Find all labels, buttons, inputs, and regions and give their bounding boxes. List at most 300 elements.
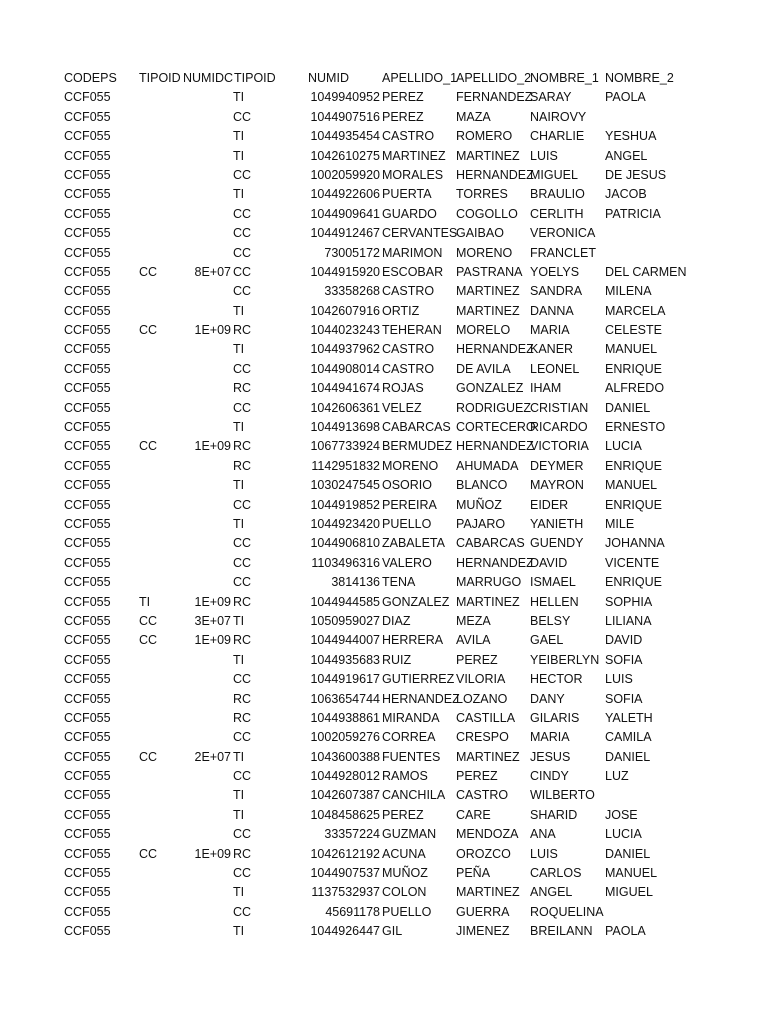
cell-tipoid-2: TI [233,749,245,764]
table-row [0,360,768,379]
cell-apellido-2: CRESPO [456,730,509,745]
cell-nombre-2: ERNESTO [605,420,666,435]
cell-nombre-2: SOPHIA [605,594,653,609]
table-row [0,748,768,767]
cell-apellido-2: ROMERO [456,129,513,144]
table-row [0,883,768,902]
header-tipoid: TIPOID [139,71,181,85]
cell-numid: 73005172 [324,245,380,260]
cell-apellido-1: MARTINEZ [382,148,446,163]
cell-tipoid-2: CC [233,245,252,260]
cell-nombre-1: MARIA [530,323,570,338]
table-row [0,127,768,146]
cell-tipoid: CC [139,846,158,861]
cell-apellido-2: AVILA [456,633,491,648]
cell-apellido-1: RUIZ [382,652,412,667]
cell-nombre-1: DANNA [530,303,574,318]
cell-nombre-1: BELSY [530,613,571,628]
cell-numidc: 1E+09 [194,439,231,454]
cell-apellido-1: PEREZ [382,90,424,105]
cell-codeps: CCF055 [64,555,111,570]
cell-nombre-1: DANY [530,691,565,706]
cell-numid: 1042610275 [310,148,380,163]
cell-codeps: CCF055 [64,885,111,900]
cell-codeps: CCF055 [64,264,111,279]
cell-tipoid: CC [139,613,158,628]
cell-apellido-1: VALERO [382,555,432,570]
table-row [0,709,768,728]
cell-tipoid-2: CC [233,206,252,221]
cell-nombre-2: ANGEL [605,148,648,163]
cell-nombre-1: FRANCLET [530,245,596,260]
cell-nombre-2: JOHANNA [605,536,665,551]
cell-codeps: CCF055 [64,846,111,861]
cell-nombre-1: BRAULIO [530,187,585,202]
cell-numid: 1030247545 [310,478,380,493]
cell-nombre-2: PAOLA [605,924,646,939]
header-numidc: NUMIDC [183,71,233,85]
cell-nombre-2: MILE [605,516,635,531]
cell-tipoid-2: TI [233,652,245,667]
cell-apellido-2: PASTRANA [456,264,523,279]
cell-apellido-2: MORELO [456,323,511,338]
cell-nombre-1: SHARID [530,807,578,822]
header-apellido-1: APELLIDO_1 [382,71,458,85]
table-row [0,244,768,263]
cell-numid: 1044909641 [310,206,380,221]
cell-apellido-2: OROZCO [456,846,511,861]
table-row [0,554,768,573]
cell-tipoid-2: TI [233,420,245,435]
table-row [0,437,768,456]
cell-codeps: CCF055 [64,400,111,415]
cell-apellido-1: FUENTES [382,749,441,764]
cell-codeps: CCF055 [64,672,111,687]
cell-nombre-2: SOFIA [605,691,643,706]
cell-tipoid: CC [139,749,158,764]
cell-apellido-1: ROJAS [382,381,424,396]
cell-apellido-2: HERNANDEZ [456,555,534,570]
cell-apellido-1: CERVANTES [382,226,458,241]
cell-numid: 1044935683 [310,652,380,667]
cell-numid: 1137532937 [311,885,380,900]
cell-nombre-1: ANGEL [530,885,573,900]
cell-codeps: CCF055 [64,710,111,725]
table-row [0,108,768,127]
cell-apellido-1: GUZMAN [382,827,437,842]
cell-nombre-1: NAIROVY [530,109,587,124]
cell-nombre-1: JESUS [530,749,571,764]
cell-nombre-2: ALFREDO [605,381,665,396]
cell-codeps: CCF055 [64,458,111,473]
cell-numidc: 1E+09 [194,594,231,609]
cell-apellido-2: DE AVILA [456,361,511,376]
cell-apellido-1: MORENO [382,458,439,473]
cell-nombre-1: CRISTIAN [530,400,589,415]
cell-numid: 1050959027 [310,613,380,628]
cell-codeps: CCF055 [64,866,111,881]
cell-codeps: CCF055 [64,769,111,784]
cell-codeps: CCF055 [64,497,111,512]
cell-tipoid-2: CC [233,536,252,551]
cell-codeps: CCF055 [64,129,111,144]
cell-codeps: CCF055 [64,924,111,939]
cell-nombre-2: ENRIQUE [605,497,662,512]
cell-nombre-1: GAEL [530,633,564,648]
cell-numidc: 2E+07 [194,749,231,764]
cell-nombre-2: JACOB [605,187,647,202]
cell-codeps: CCF055 [64,439,111,454]
cell-codeps: CCF055 [64,187,111,202]
cell-apellido-2: HERNANDEZ [456,167,534,182]
cell-nombre-2: LUCIA [605,439,642,454]
cell-codeps: CCF055 [64,478,111,493]
cell-apellido-1: TENA [382,575,416,590]
cell-nombre-1: WILBERTO [530,788,595,803]
cell-nombre-1: CERLITH [530,206,584,221]
cell-nombre-1: VERONICA [530,226,596,241]
table-row [0,496,768,515]
cell-apellido-1: TEHERAN [382,323,442,338]
table-row [0,593,768,612]
table-row [0,399,768,418]
cell-apellido-2: MUÑOZ [456,497,502,512]
table-row [0,573,768,592]
table-row [0,515,768,534]
cell-nombre-1: SARAY [530,90,572,105]
cell-tipoid-2: CC [233,730,252,745]
cell-tipoid-2: CC [233,109,252,124]
cell-codeps: CCF055 [64,594,111,609]
table-row [0,476,768,495]
cell-apellido-2: BLANCO [456,478,508,493]
header-row [0,69,768,88]
cell-numid: 1044937962 [310,342,380,357]
cell-apellido-2: MARTINEZ [456,303,520,318]
cell-tipoid-2: CC [233,769,252,784]
cell-tipoid: CC [139,323,158,338]
header-numid: NUMID [308,71,349,85]
cell-apellido-2: AHUMADA [456,458,519,473]
cell-numid: 1048458625 [310,807,380,822]
cell-nombre-2: PATRICIA [605,206,661,221]
cell-nombre-2: SOFIA [605,652,643,667]
cell-apellido-1: CORREA [382,730,436,745]
cell-apellido-2: GUERRA [456,904,510,919]
cell-apellido-2: HERNANDEZ [456,342,534,357]
cell-nombre-2: MIGUEL [605,885,653,900]
cell-apellido-1: GUTIERREZ [382,672,455,687]
cell-numid: 1044907537 [310,866,380,881]
cell-apellido-2: MEZA [456,613,491,628]
cell-codeps: CCF055 [64,109,111,124]
cell-nombre-2: CELESTE [605,323,662,338]
cell-nombre-1: LUIS [530,846,558,861]
cell-tipoid-2: RC [233,439,252,454]
cell-apellido-2: MARTINEZ [456,148,520,163]
cell-nombre-2: MARCELA [605,303,666,318]
cell-apellido-1: DIAZ [382,613,411,628]
cell-nombre-1: GUENDY [530,536,584,551]
cell-apellido-1: HERNANDEZ [382,691,460,706]
cell-numid: 33358268 [324,284,380,299]
cell-codeps: CCF055 [64,167,111,182]
cell-tipoid-2: CC [233,672,252,687]
cell-nombre-1: LEONEL [530,361,580,376]
cell-tipoid-2: TI [233,342,245,357]
cell-nombre-1: CHARLIE [530,129,585,144]
cell-nombre-2: YALETH [605,710,653,725]
cell-nombre-1: EIDER [530,497,569,512]
cell-apellido-2: MARTINEZ [456,284,520,299]
table-row [0,670,768,689]
cell-apellido-2: MARTINEZ [456,594,520,609]
cell-nombre-2: MANUEL [605,342,658,357]
cell-tipoid: CC [139,264,158,279]
table-row [0,922,768,941]
cell-nombre-2: DANIEL [605,400,651,415]
table-row [0,786,768,805]
cell-apellido-1: ACUNA [382,846,426,861]
cell-codeps: CCF055 [64,342,111,357]
cell-nombre-1: IHAM [530,381,562,396]
cell-apellido-1: GUARDO [382,206,437,221]
cell-numid: 1042606361 [310,400,380,415]
cell-nombre-2: DANIEL [605,749,651,764]
cell-nombre-1: ROQUELINA [530,904,604,919]
table-row [0,166,768,185]
cell-tipoid-2: CC [233,866,252,881]
table-row [0,457,768,476]
cell-numid: 1044935454 [310,129,380,144]
cell-numidc: 1E+09 [194,846,231,861]
cell-tipoid-2: CC [233,497,252,512]
cell-tipoid-2: CC [233,827,252,842]
cell-numid: 1103496316 [311,555,380,570]
cell-numid: 1049940952 [310,90,380,105]
cell-tipoid-2: CC [233,264,252,279]
cell-tipoid: CC [139,439,158,454]
cell-codeps: CCF055 [64,516,111,531]
cell-apellido-2: MARTINEZ [456,749,520,764]
table-row [0,205,768,224]
cell-codeps: CCF055 [64,749,111,764]
cell-tipoid-2: TI [233,807,245,822]
cell-apellido-2: LOZANO [456,691,508,706]
table-row [0,690,768,709]
cell-tipoid-2: CC [233,904,252,919]
cell-apellido-2: GAIBAO [456,226,504,241]
cell-tipoid: TI [139,594,151,609]
cell-numid: 1044912467 [310,226,380,241]
cell-codeps: CCF055 [64,807,111,822]
cell-numid: 3814136 [331,575,380,590]
table-row [0,903,768,922]
header-nombre-2: NOMBRE_2 [605,71,674,85]
cell-codeps: CCF055 [64,904,111,919]
cell-tipoid-2: TI [233,516,245,531]
cell-apellido-1: PUELLO [382,516,432,531]
cell-nombre-2: LUIS [605,672,633,687]
cell-codeps: CCF055 [64,536,111,551]
cell-tipoid-2: TI [233,148,245,163]
table-row [0,534,768,553]
cell-numid: 1044944585 [310,594,380,609]
cell-nombre-2: DANIEL [605,846,651,861]
cell-apellido-1: OSORIO [382,478,433,493]
cell-codeps: CCF055 [64,788,111,803]
cell-numid: 1044915920 [310,264,380,279]
cell-codeps: CCF055 [64,633,111,648]
table-row [0,612,768,631]
cell-apellido-1: CASTRO [382,129,435,144]
cell-apellido-1: ZABALETA [382,536,445,551]
cell-tipoid-2: TI [233,90,245,105]
table-row [0,806,768,825]
cell-apellido-1: CABARCAS [382,420,451,435]
cell-apellido-1: PUELLO [382,904,432,919]
cell-apellido-1: GIL [382,924,403,939]
cell-apellido-1: ESCOBAR [382,264,444,279]
cell-numid: 1044919617 [310,672,380,687]
cell-nombre-1: YANIETH [530,516,584,531]
cell-apellido-1: PEREZ [382,807,424,822]
cell-numid: 1042612192 [310,846,380,861]
cell-numidc: 1E+09 [194,323,231,338]
table-row [0,651,768,670]
cell-tipoid-2: TI [233,187,245,202]
cell-apellido-1: ORTIZ [382,303,420,318]
cell-apellido-2: PAJARO [456,516,506,531]
cell-tipoid-2: CC [233,284,252,299]
cell-tipoid-2: TI [233,924,245,939]
cell-numid: 1063654744 [310,691,380,706]
cell-numid: 1044926447 [310,924,380,939]
cell-tipoid-2: CC [233,555,252,570]
cell-codeps: CCF055 [64,827,111,842]
cell-codeps: CCF055 [64,381,111,396]
cell-apellido-2: MORENO [456,245,513,260]
cell-tipoid-2: RC [233,594,252,609]
cell-nombre-2: MANUEL [605,866,658,881]
cell-apellido-2: CASTILLA [456,710,516,725]
cell-nombre-1: MAYRON [530,478,584,493]
cell-apellido-2: CORTECERO [456,420,536,435]
cell-numid: 1044938861 [310,710,380,725]
cell-tipoid-2: TI [233,478,245,493]
cell-tipoid-2: CC [233,167,252,182]
cell-apellido-1: GONZALEZ [382,594,450,609]
cell-apellido-1: CASTRO [382,284,435,299]
table-row [0,321,768,340]
cell-numid: 1002059276 [310,730,380,745]
table-row [0,147,768,166]
cell-apellido-1: PEREZ [382,109,424,124]
cell-apellido-2: JIMENEZ [456,924,510,939]
cell-apellido-1: CANCHILA [382,788,446,803]
cell-numidc: 1E+09 [194,633,231,648]
cell-numidc: 3E+07 [194,613,231,628]
header-tipoid-2: TIPOID [234,71,276,85]
cell-apellido-2: CABARCAS [456,536,525,551]
cell-nombre-1: YOELYS [530,264,580,279]
cell-apellido-1: RAMOS [382,769,428,784]
cell-numid: 1042607387 [310,788,380,803]
cell-tipoid-2: CC [233,361,252,376]
cell-numid: 1044907516 [310,109,380,124]
header-apellido-2: APELLIDO_2 [456,71,532,85]
cell-apellido-2: MARTINEZ [456,885,520,900]
cell-codeps: CCF055 [64,613,111,628]
cell-apellido-1: CASTRO [382,342,435,357]
table-row [0,728,768,747]
cell-numid: 1044913698 [310,420,380,435]
cell-nombre-1: DEYMER [530,458,584,473]
cell-apellido-1: MIRANDA [382,710,440,725]
cell-apellido-2: MARRUGO [456,575,522,590]
cell-nombre-2: CAMILA [605,730,652,745]
cell-numid: 1044919852 [310,497,380,512]
cell-nombre-2: VICENTE [605,555,660,570]
cell-codeps: CCF055 [64,226,111,241]
cell-apellido-1: BERMUDEZ [382,439,453,454]
cell-apellido-1: PUERTA [382,187,432,202]
header-nombre-1: NOMBRE_1 [530,71,599,85]
cell-numid: 1044928012 [310,769,380,784]
cell-numid: 45691178 [325,904,380,919]
table-row [0,631,768,650]
table-row [0,864,768,883]
cell-nombre-2: DEL CARMEN [605,264,687,279]
cell-nombre-1: BREILANN [530,924,593,939]
cell-apellido-2: MAZA [456,109,491,124]
cell-nombre-1: CARLOS [530,866,582,881]
cell-nombre-2: ENRIQUE [605,361,662,376]
cell-apellido-2: PEREZ [456,769,498,784]
cell-nombre-2: ENRIQUE [605,458,662,473]
cell-codeps: CCF055 [64,691,111,706]
table-row [0,263,768,282]
cell-nombre-1: DAVID [530,555,568,570]
table-row [0,825,768,844]
cell-nombre-2: DAVID [605,633,643,648]
cell-nombre-2: MILENA [605,284,652,299]
cell-tipoid-2: RC [233,691,252,706]
cell-apellido-1: MARIMON [382,245,443,260]
cell-tipoid-2: RC [233,381,252,396]
cell-codeps: CCF055 [64,420,111,435]
cell-tipoid-2: RC [233,458,252,473]
cell-tipoid-2: CC [233,575,252,590]
cell-tipoid-2: TI [233,613,245,628]
cell-codeps: CCF055 [64,90,111,105]
cell-apellido-1: MORALES [382,167,444,182]
cell-numid: 1044944007 [310,633,380,648]
cell-apellido-2: CARE [456,807,491,822]
cell-nombre-2: MANUEL [605,478,658,493]
cell-nombre-2: PAOLA [605,90,646,105]
table-row [0,845,768,864]
cell-numid: 1002059920 [310,167,380,182]
cell-codeps: CCF055 [64,284,111,299]
cell-apellido-2: RODRIGUEZ [456,400,531,415]
cell-numid: 1044922606 [310,187,380,202]
cell-codeps: CCF055 [64,361,111,376]
cell-apellido-2: CASTRO [456,788,509,803]
cell-nombre-1: MARIA [530,730,570,745]
cell-tipoid-2: TI [233,303,245,318]
cell-numid: 1044941674 [310,381,380,396]
